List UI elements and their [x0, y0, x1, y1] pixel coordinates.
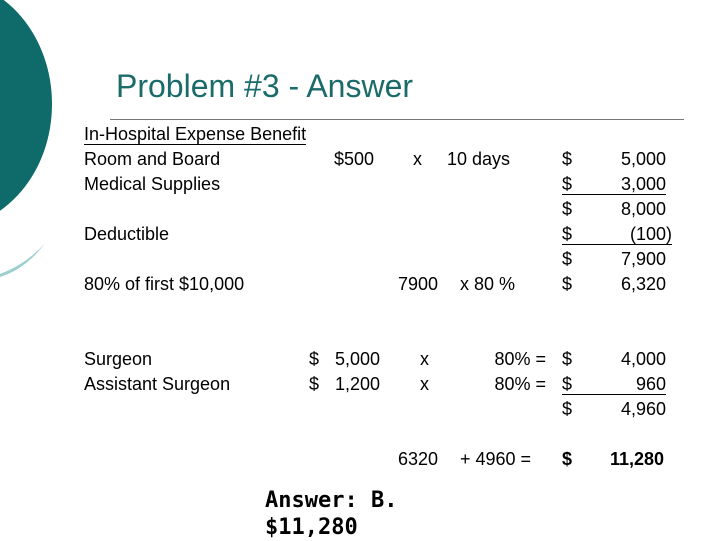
assistant-percent: 80% =	[494, 374, 546, 394]
grand-total-operator: + 4960 =	[460, 449, 532, 469]
room-board-rate: $500	[334, 149, 375, 169]
answer-block	[265, 487, 397, 541]
assistant-surgeon-label: Assistant Surgeon	[84, 374, 231, 394]
medical-supplies-label: Medical Supplies	[84, 174, 221, 194]
surgeon-label: Surgeon	[84, 349, 153, 369]
subtotal-amount: 8,000	[620, 199, 666, 219]
surgeon-operator: x	[420, 349, 429, 369]
surgeon-percent: 80% =	[494, 349, 546, 369]
grand-total-amount: 11,280	[609, 449, 664, 469]
subtotal-currency: $	[562, 199, 573, 219]
surgeon-amount: 4,000	[620, 349, 666, 369]
surgeon-fee-currency: $	[309, 349, 320, 369]
answer-line-2: $11,280	[265, 515, 358, 540]
after-deductible-currency: $	[562, 249, 573, 269]
surgeon-fee: 5,000	[334, 349, 380, 369]
coinsurance-base: 7900	[397, 274, 438, 294]
coinsurance-amount: 6,320	[620, 274, 666, 294]
deductible-amount: (100)	[629, 224, 672, 244]
room-board-amount: 5,000	[620, 149, 666, 169]
deductible-currency: $	[562, 224, 672, 245]
medical-supplies-currency: $	[562, 174, 666, 195]
assistant-fee: 1,200	[334, 374, 380, 394]
room-board-label: Room and Board	[84, 149, 221, 169]
surgical-total-amount: 4,960	[620, 399, 666, 419]
surgical-total-currency: $	[562, 399, 573, 419]
assistant-fee-currency: $	[309, 374, 320, 394]
coinsurance-currency: $	[562, 274, 573, 294]
coinsurance-operator: x 80 %	[460, 274, 516, 294]
room-board-currency: $	[562, 149, 573, 169]
grand-total-base: 6320	[397, 449, 438, 469]
grand-total-currency: $	[562, 449, 573, 469]
assistant-currency: $	[562, 374, 666, 395]
section-header: In-Hospital Expense Benefit	[84, 124, 307, 144]
room-board-days: 10 days	[447, 149, 511, 169]
slide-title: Problem #3 - Answer	[116, 68, 414, 104]
deductible-label: Deductible	[84, 224, 170, 244]
medical-supplies-amount: 3,000	[620, 174, 666, 194]
room-board-operator: x	[413, 149, 422, 169]
surgeon-currency: $	[562, 349, 573, 369]
after-deductible-amount: 7,900	[620, 249, 666, 269]
assistant-amount: 960	[635, 374, 666, 394]
title-divider	[110, 119, 684, 120]
answer-line-1: Answer: B.	[265, 488, 398, 513]
assistant-operator: x	[420, 374, 429, 394]
coinsurance-label: 80% of first $10,000	[84, 274, 245, 294]
